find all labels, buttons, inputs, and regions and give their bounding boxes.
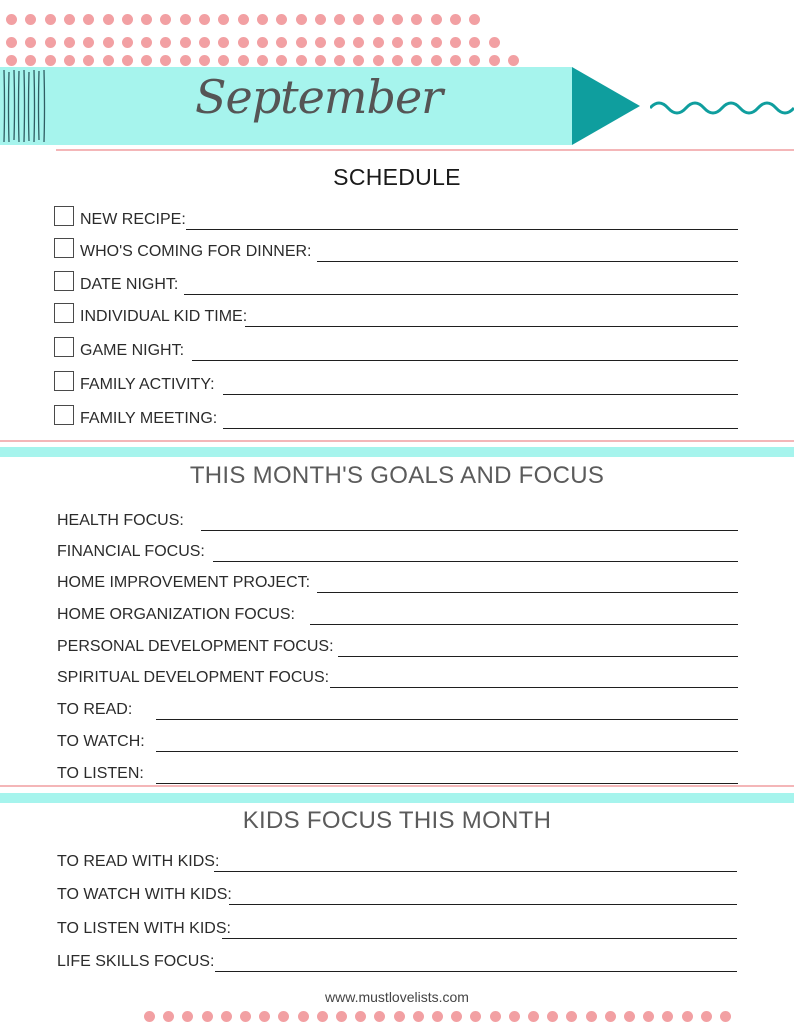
goals-row <box>0 763 794 787</box>
kid-time-input[interactable] <box>245 326 738 327</box>
decorative-dot <box>413 1011 424 1022</box>
decorative-dot <box>701 1011 712 1022</box>
goals-row <box>0 604 794 628</box>
goal-label: TO WATCH: <box>57 733 145 750</box>
life-skills-input[interactable] <box>215 971 737 972</box>
schedule-row-family-activity <box>0 374 794 398</box>
decorative-dot <box>199 55 210 66</box>
decorative-dot <box>221 1011 232 1022</box>
family-meeting-checkbox[interactable] <box>54 405 74 425</box>
decorative-dot <box>6 55 17 66</box>
spiritual-development-input[interactable] <box>330 687 738 688</box>
goal-label: SPIRITUAL DEVELOPMENT FOCUS: <box>57 669 330 686</box>
personal-development-input[interactable] <box>338 656 738 657</box>
decorative-dot <box>218 14 229 25</box>
decorative-dot <box>317 1011 328 1022</box>
decorative-dot <box>662 1011 673 1022</box>
decorative-dot <box>238 55 249 66</box>
decorative-dot <box>336 1011 347 1022</box>
bottom-dot-pattern <box>140 1010 740 1024</box>
health-focus-input[interactable] <box>201 530 738 531</box>
decorative-dot <box>298 1011 309 1022</box>
decorative-dot <box>122 37 133 48</box>
schedule-row-new-recipe <box>0 209 794 233</box>
kid-time-checkbox[interactable] <box>54 303 74 323</box>
schedule-row-date-night <box>0 274 794 298</box>
to-read-input[interactable] <box>156 719 738 720</box>
decorative-dot <box>83 37 94 48</box>
decorative-dot <box>394 1011 405 1022</box>
decorative-dot <box>64 55 75 66</box>
decorative-dot <box>469 14 480 25</box>
decorative-dot <box>315 55 326 66</box>
decorative-dot <box>103 55 114 66</box>
schedule-title: SCHEDULE <box>333 164 461 190</box>
decorative-dot <box>374 1011 385 1022</box>
kids-label: LIFE SKILLS FOCUS: <box>57 953 215 970</box>
schedule-label: INDIVIDUAL KID TIME: <box>80 308 248 325</box>
goals-row <box>0 731 794 755</box>
decorative-dot <box>489 55 500 66</box>
decorative-dot <box>64 14 75 25</box>
goals-title: THIS MONTH'S GOALS AND FOCUS <box>189 462 605 489</box>
schedule-label: DATE NIGHT: <box>80 276 179 293</box>
home-organization-input[interactable] <box>310 624 738 625</box>
watch-with-kids-input[interactable] <box>229 904 737 905</box>
decorative-dot <box>180 55 191 66</box>
decorative-dot <box>624 1011 635 1022</box>
financial-focus-input[interactable] <box>213 561 738 562</box>
decorative-dot <box>160 14 171 25</box>
decorative-dot <box>353 14 364 25</box>
goal-label: TO READ: <box>57 701 133 718</box>
decorative-dot <box>373 14 384 25</box>
goal-label: HOME ORGANIZATION FOCUS: <box>57 606 295 623</box>
decorative-dot <box>144 1011 155 1022</box>
decorative-dot <box>103 14 114 25</box>
date-night-checkbox[interactable] <box>54 271 74 291</box>
decorative-dot <box>276 14 287 25</box>
decorative-dot <box>315 14 326 25</box>
schedule-row-family-meeting <box>0 408 794 432</box>
goal-label: PERSONAL DEVELOPMENT FOCUS: <box>57 638 334 655</box>
decorative-dot <box>586 1011 597 1022</box>
decorative-dot <box>180 14 191 25</box>
decorative-dot <box>392 14 403 25</box>
decorative-dot <box>240 1011 251 1022</box>
schedule-label: WHO'S COMING FOR DINNER: <box>80 243 312 260</box>
banner-arrow-tip <box>572 67 640 145</box>
decorative-dot <box>6 14 17 25</box>
decorative-dot <box>509 1011 520 1022</box>
decorative-dot <box>182 1011 193 1022</box>
decorative-dot <box>411 55 422 66</box>
dinner-guest-checkbox[interactable] <box>54 238 74 258</box>
decorative-dot <box>83 14 94 25</box>
decorative-dot <box>296 14 307 25</box>
schedule-row-kid-time <box>0 306 794 330</box>
month-title: September <box>195 70 443 124</box>
footer-website: www.mustlovelists.com <box>325 989 469 1005</box>
goal-label: FINANCIAL FOCUS: <box>57 543 205 560</box>
decorative-dot <box>45 14 56 25</box>
kids-label: TO WATCH WITH KIDS: <box>57 886 232 903</box>
decorative-dot <box>257 37 268 48</box>
decorative-dot <box>180 37 191 48</box>
decorative-dot <box>431 55 442 66</box>
decorative-dot <box>257 55 268 66</box>
decorative-dot <box>218 37 229 48</box>
decorative-dot <box>199 37 210 48</box>
goals-row <box>0 636 794 660</box>
decorative-dot <box>199 14 210 25</box>
kids-row <box>0 884 794 908</box>
decorative-dot <box>276 37 287 48</box>
new-recipe-checkbox[interactable] <box>54 206 74 226</box>
decorative-dot <box>720 1011 731 1022</box>
decorative-dot <box>373 55 384 66</box>
decorative-dot <box>257 14 268 25</box>
decorative-dot <box>450 14 461 25</box>
read-with-kids-input[interactable] <box>214 871 737 872</box>
decorative-dot <box>431 14 442 25</box>
family-activity-checkbox[interactable] <box>54 371 74 391</box>
section-band <box>0 793 794 803</box>
schedule-label: GAME NIGHT: <box>80 342 185 359</box>
goals-row <box>0 699 794 723</box>
decorative-dot <box>470 1011 481 1022</box>
goals-row <box>0 510 794 534</box>
decorative-dot <box>45 55 56 66</box>
kids-label: TO READ WITH KIDS: <box>57 853 220 870</box>
goal-label: HOME IMPROVEMENT PROJECT: <box>57 574 311 591</box>
schedule-row-dinner <box>0 241 794 265</box>
decorative-dot <box>141 55 152 66</box>
decorative-dot <box>141 37 152 48</box>
decorative-dot <box>490 1011 501 1022</box>
decorative-dot <box>122 14 133 25</box>
decorative-dot <box>296 55 307 66</box>
decorative-dot <box>373 37 384 48</box>
goals-row <box>0 572 794 596</box>
family-meeting-input[interactable] <box>223 428 738 429</box>
decorative-dot <box>160 55 171 66</box>
decorative-dot <box>45 37 56 48</box>
decorative-dot <box>469 55 480 66</box>
decorative-dot <box>25 55 36 66</box>
game-night-input[interactable] <box>192 360 738 361</box>
decorative-dot <box>643 1011 654 1022</box>
decorative-dot <box>450 55 461 66</box>
listen-with-kids-input[interactable] <box>222 938 737 939</box>
decorative-dot <box>566 1011 577 1022</box>
decorative-dot <box>450 37 461 48</box>
decorative-dot <box>355 1011 366 1022</box>
kids-row <box>0 918 794 942</box>
goals-row <box>0 541 794 565</box>
kids-title: KIDS FOCUS THIS MONTH <box>242 807 552 834</box>
decorative-dot <box>605 1011 616 1022</box>
decorative-dot <box>276 55 287 66</box>
decorative-dot <box>315 37 326 48</box>
decorative-dot <box>682 1011 693 1022</box>
schedule-label: NEW RECIPE: <box>80 211 186 228</box>
to-listen-input[interactable] <box>156 783 738 784</box>
decorative-dot <box>411 14 422 25</box>
decorative-dot <box>392 55 403 66</box>
decorative-dot <box>432 1011 443 1022</box>
decorative-dot <box>64 37 75 48</box>
decorative-dot <box>259 1011 270 1022</box>
decorative-dot <box>103 37 114 48</box>
new-recipe-input[interactable] <box>186 229 738 230</box>
decorative-dot <box>508 55 519 66</box>
decorative-dot <box>489 37 500 48</box>
kids-row <box>0 851 794 875</box>
decorative-dot <box>431 37 442 48</box>
decorative-dot <box>353 55 364 66</box>
decorative-dot <box>547 1011 558 1022</box>
decorative-dot <box>218 55 229 66</box>
kids-row <box>0 951 794 975</box>
header-divider <box>56 149 794 151</box>
decorative-dot <box>296 37 307 48</box>
decorative-dot <box>25 14 36 25</box>
decorative-dot <box>238 37 249 48</box>
date-night-input[interactable] <box>184 294 738 295</box>
decorative-dot <box>411 37 422 48</box>
decorative-dot <box>334 37 345 48</box>
hatch-lines-icon <box>0 68 48 144</box>
goal-label: HEALTH FOCUS: <box>57 512 184 529</box>
decorative-dot <box>83 55 94 66</box>
decorative-dot <box>528 1011 539 1022</box>
schedule-label: FAMILY ACTIVITY: <box>80 376 215 393</box>
dinner-guest-input[interactable] <box>317 261 738 262</box>
to-watch-input[interactable] <box>156 751 738 752</box>
goal-label: TO LISTEN: <box>57 765 144 782</box>
decorative-dot <box>278 1011 289 1022</box>
decorative-dot <box>238 14 249 25</box>
decorative-dot <box>451 1011 462 1022</box>
section-band <box>0 447 794 457</box>
home-improvement-input[interactable] <box>317 592 738 593</box>
schedule-row-game-night <box>0 340 794 364</box>
section-divider <box>0 785 794 787</box>
decorative-dot <box>334 14 345 25</box>
schedule-label: FAMILY MEETING: <box>80 410 218 427</box>
top-dot-pattern <box>0 14 540 70</box>
decorative-dot <box>163 1011 174 1022</box>
game-night-checkbox[interactable] <box>54 337 74 357</box>
family-activity-input[interactable] <box>223 394 738 395</box>
kids-label: TO LISTEN WITH KIDS: <box>57 920 231 937</box>
decorative-dot <box>353 37 364 48</box>
decorative-dot <box>160 37 171 48</box>
decorative-dot <box>25 37 36 48</box>
decorative-dot <box>122 55 133 66</box>
decorative-dot <box>141 14 152 25</box>
section-divider <box>0 440 794 442</box>
decorative-dot <box>334 55 345 66</box>
decorative-dot <box>469 37 480 48</box>
decorative-dot <box>392 37 403 48</box>
goals-row <box>0 667 794 691</box>
decorative-dot <box>6 37 17 48</box>
decorative-dot <box>202 1011 213 1022</box>
wave-squiggle-icon <box>650 96 794 116</box>
